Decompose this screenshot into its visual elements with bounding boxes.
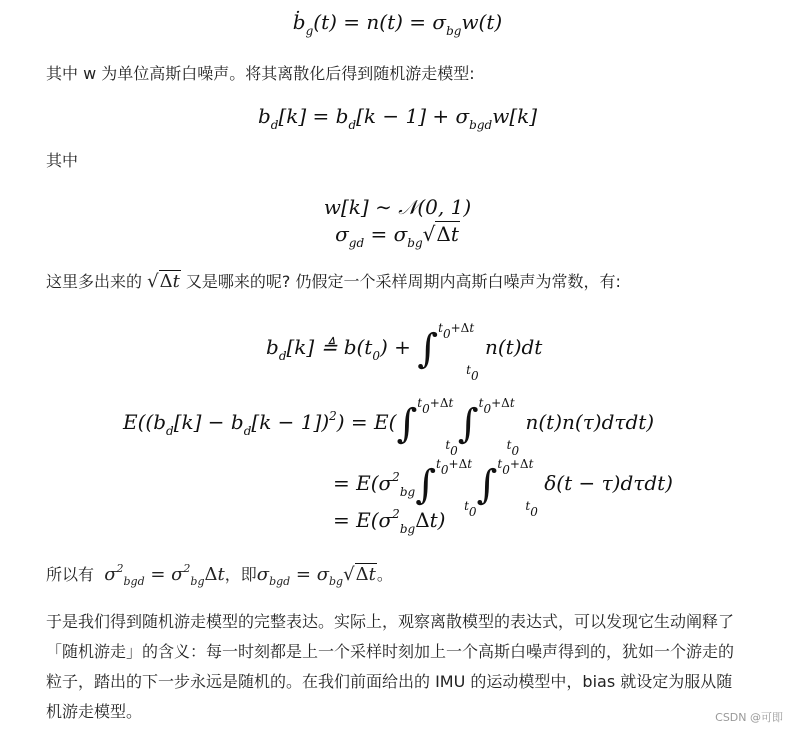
paragraph-conclusion: 所以有 $\sigma^2_{bgd} = \sigma^2_{bg}\Delta t$，即$\sigma_{bgd} = \sigma_{bg}√\Delta t$。	[46, 562, 393, 588]
equation-sigma-discrete: $\sigma_{gd} = \sigma_{bg}√\Delta t$	[335, 222, 459, 250]
equation-bias-derivative: ḃ$_g$(t) = $n(t) = \sigma_{bg}w(t)$	[292, 10, 503, 38]
paragraph-question: 这里多出来的 √Δt 又是哪来的呢? 仍假定一个采样周期内高斯白噪声为常数，有:	[46, 271, 621, 292]
csdn-watermark: CSDN @可即	[715, 711, 783, 724]
equation-expectation-1: $E((b_d[k] - b_d[k - 1])^2) = E(\int^{t_0+\Delta t}_{t_0}\int^{t_0+\Delta t}_{t_0}$ n(t)n(τ)dτdt)	[123, 396, 655, 458]
equation-random-walk: $b_d[k] = b_d[k - 1] + \sigma_{bgd}w[k]$	[257, 104, 538, 132]
paragraph-random-walk-summary: 于是我们得到随机游走模型的完整表达。实际上，观察离散模型的表达式，可以发现它生动阐释了「随机游走」的含义：每一时刻都是上一个采样时刻加上一个高斯白噪声得到的，犹如一个游走的粒子，踏出的下一步永远是随机的。在我们前面给出的 IMU 的运动模型中，bias 就设定为服从随机游走模型。	[46, 612, 735, 721]
paragraph-where: 其中	[46, 151, 79, 170]
equation-discrete-integral: $b_d[k]$ ≜ $b(t_0) + \int^{t_0+\Delta t}_{t_0}$ n(t)dt	[266, 321, 543, 383]
equation-expectation-2: = $E(\sigma^2_{bg}\int^{t_0+\Delta t}_{t_0}\int^{t_0+\Delta t}_{t_0}$ δ(t − τ)dτdt)	[333, 457, 673, 519]
equation-noise-distribution: w[k] ∼ 𝒩(0, 1)	[323, 195, 472, 219]
paragraph-white-noise: 其中 w 为单位高斯白噪声。将其离散化后得到随机游走模型:	[46, 64, 475, 83]
equation-expectation-3: = $E(\sigma^2_{bg}\Delta t)$	[333, 507, 446, 536]
